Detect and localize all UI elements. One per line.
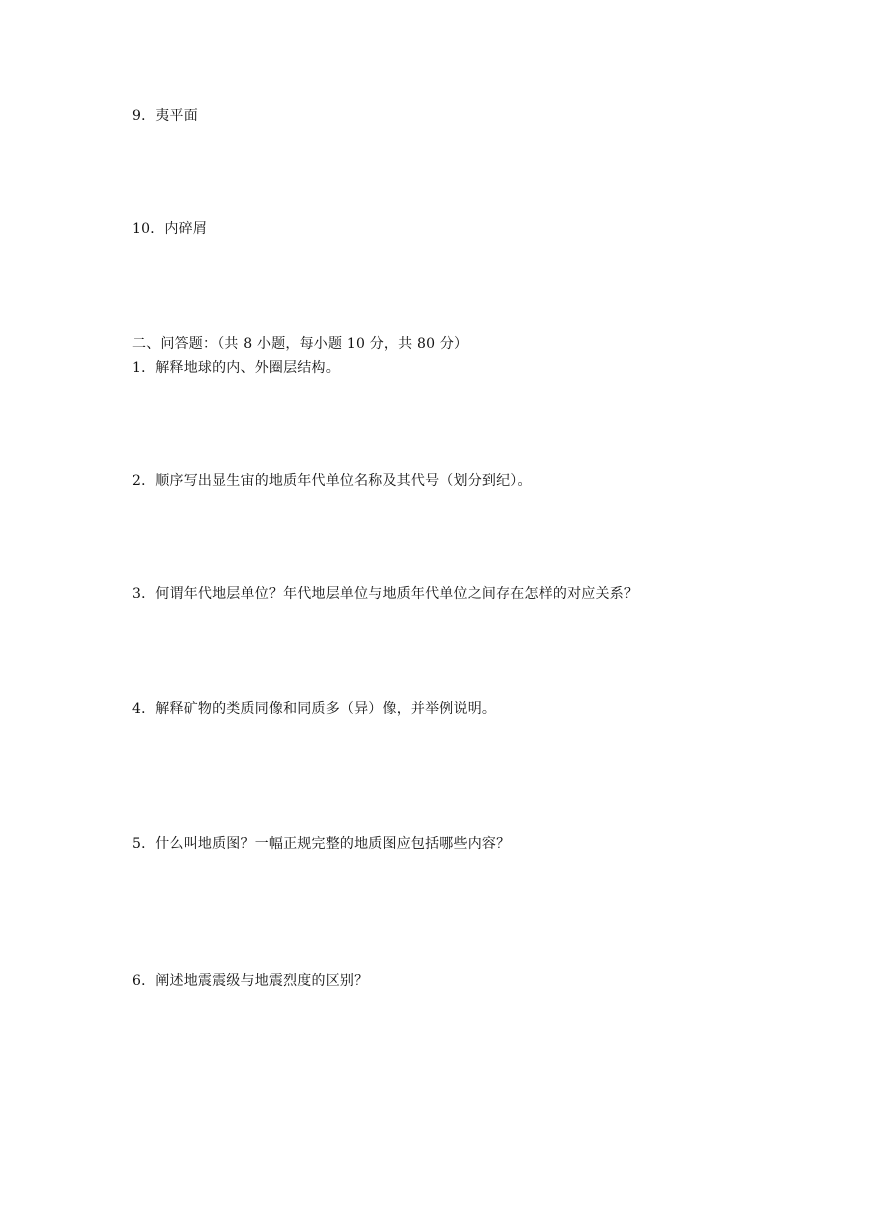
section-heading: 二、问答题：（共 8 小题，每小题 10 分，共 80 分） — [132, 336, 469, 352]
question-4: 4．解释矿物的类质同像和同质多（异）像，并举例说明。 — [132, 701, 497, 717]
question-6: 6．阐述地震震级与地震烈度的区别？ — [132, 973, 369, 989]
question-3: 3．何谓年代地层单位？年代地层单位与地质年代单位之间存在怎样的对应关系？ — [132, 586, 639, 602]
term-10: 10．内碎屑 — [132, 221, 208, 237]
question-5: 5．什么叫地质图？一幅正规完整的地质图应包括哪些内容？ — [132, 836, 511, 852]
term-9: 9．夷平面 — [132, 108, 198, 124]
question-1: 1．解释地球的内、外圈层结构。 — [132, 360, 340, 376]
question-2: 2．顺序写出显生宙的地质年代单位名称及其代号（划分到纪）。 — [132, 473, 532, 489]
